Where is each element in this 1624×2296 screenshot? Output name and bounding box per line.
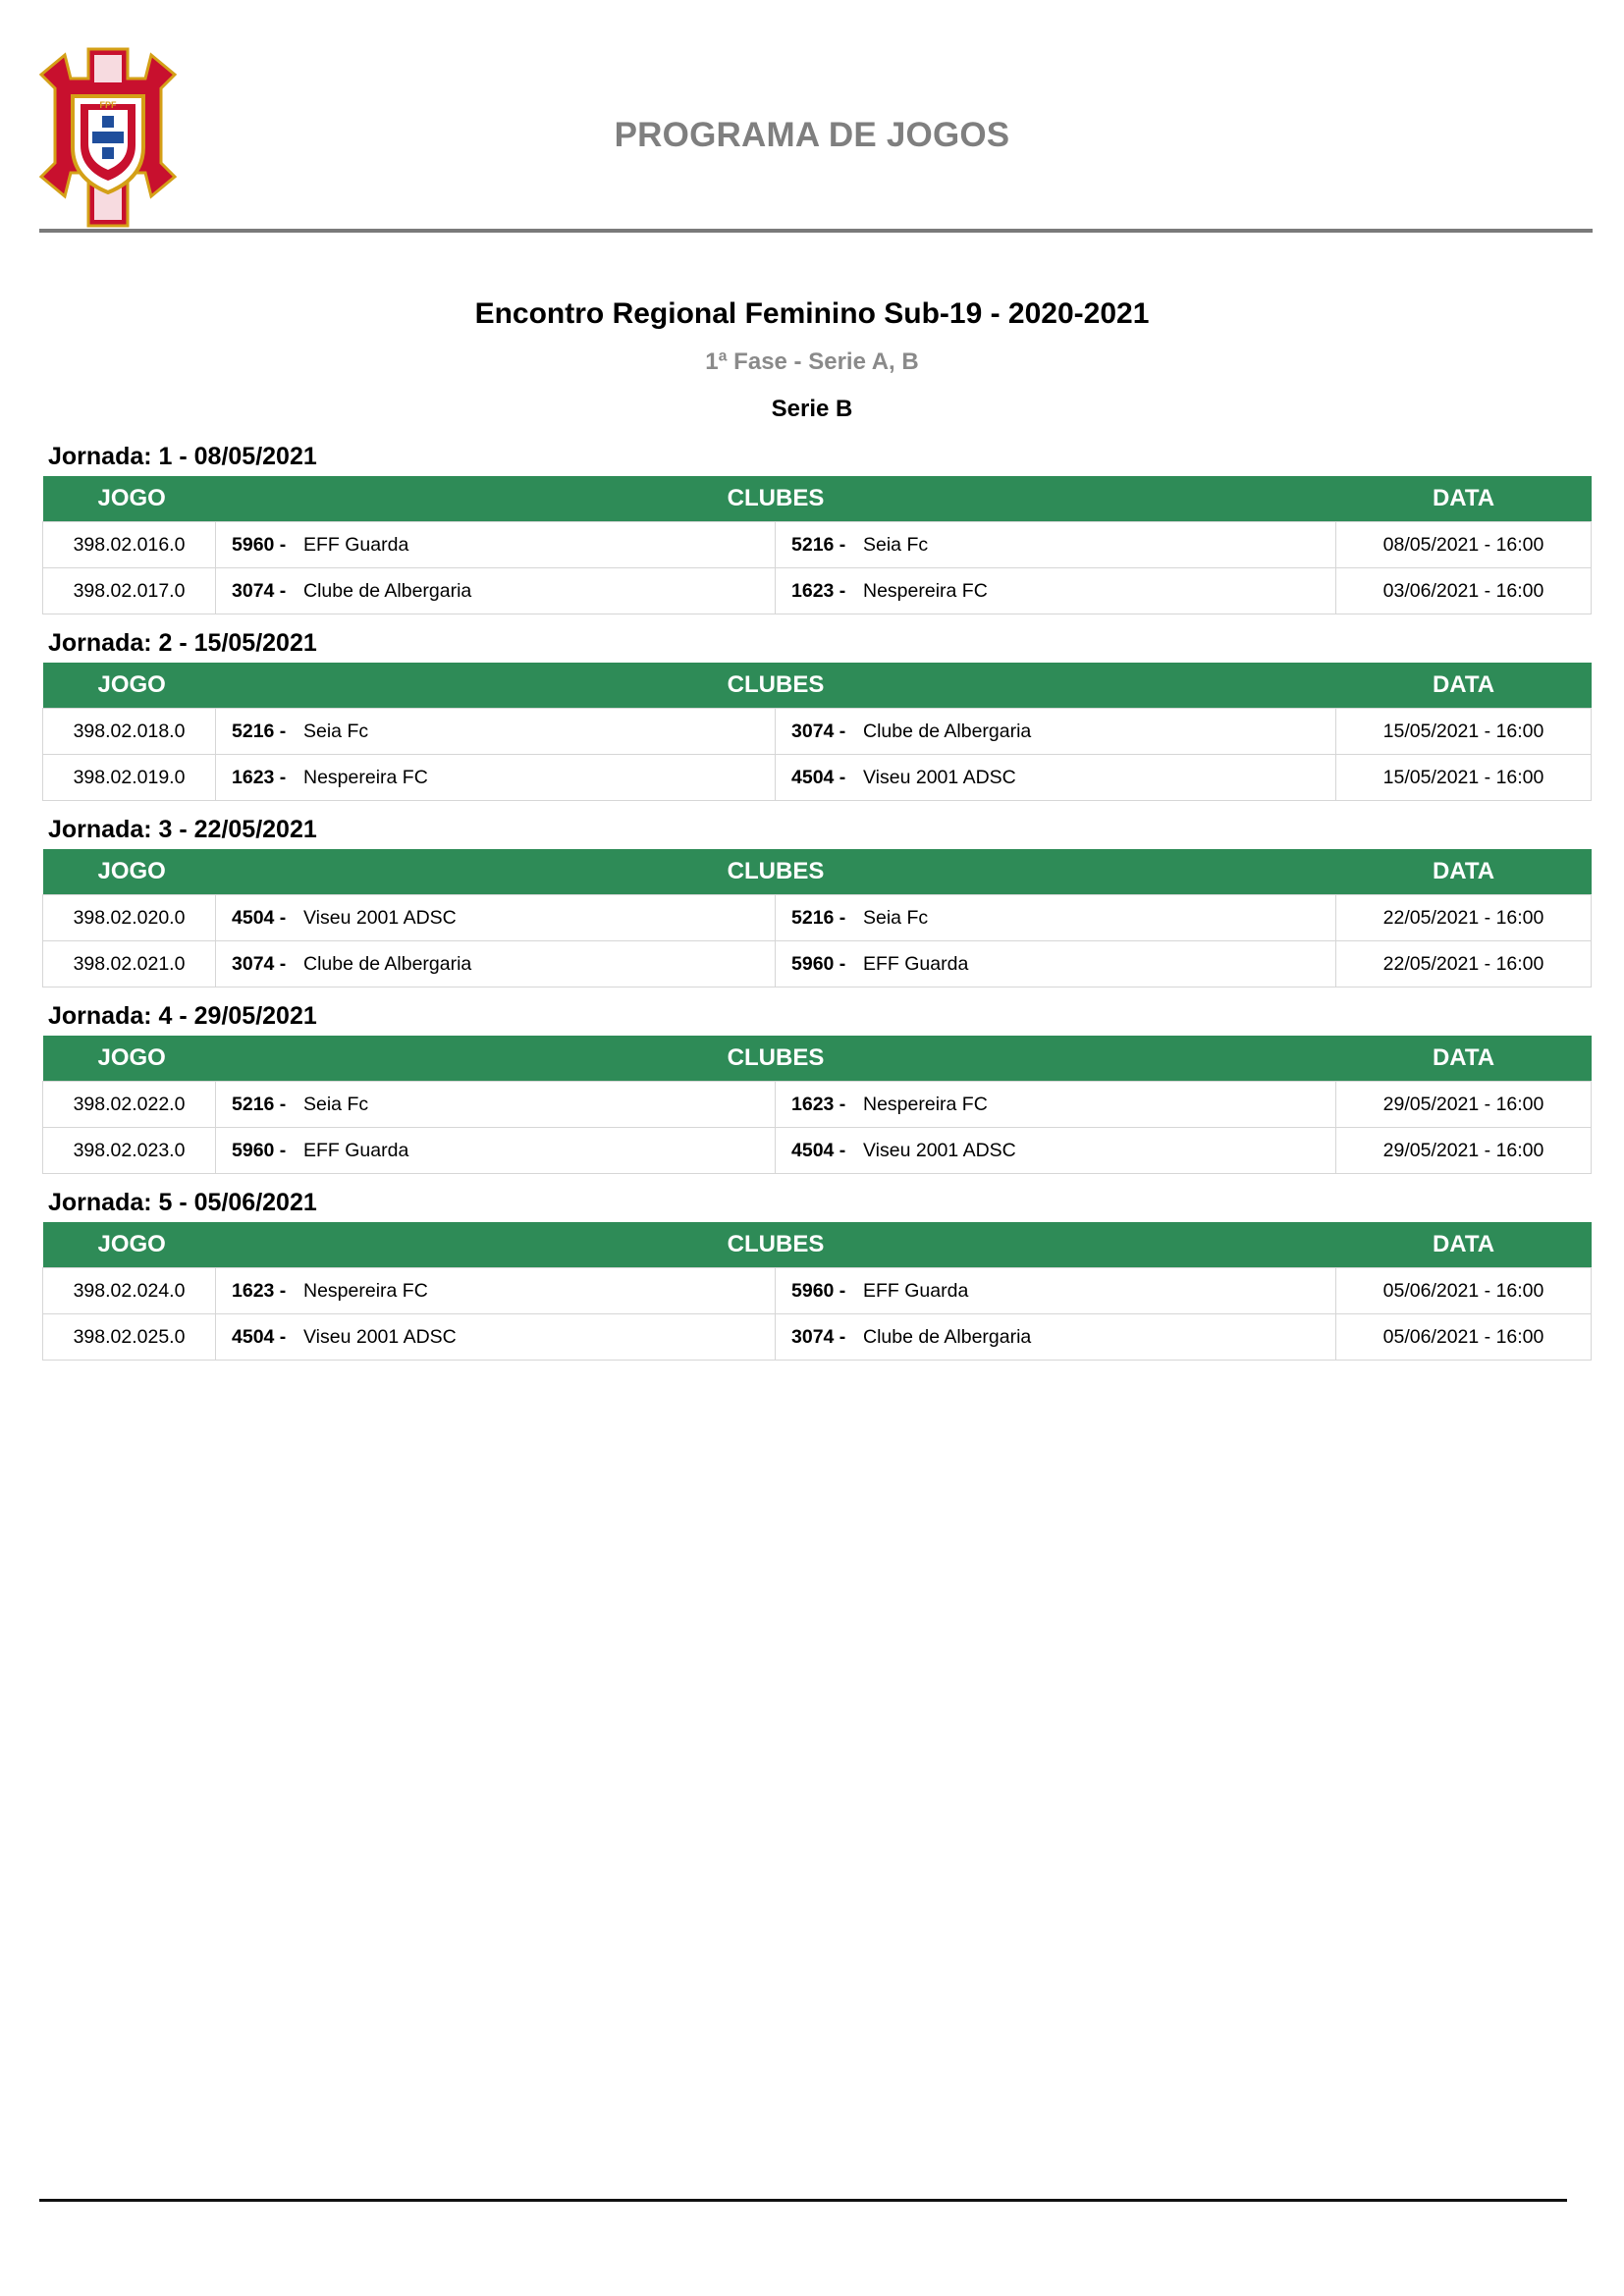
home-club-name: Viseu 2001 ADSC bbox=[303, 1325, 457, 1348]
home-club-name: Viseu 2001 ADSC bbox=[303, 906, 457, 929]
game-id: 398.02.018.0 bbox=[43, 709, 216, 755]
game-date: 05/06/2021 - 16:00 bbox=[1336, 1314, 1592, 1361]
home-club-code: 5960 - bbox=[232, 1139, 287, 1161]
home-club-name: EFF Guarda bbox=[303, 1139, 409, 1161]
home-club-code: 1623 - bbox=[232, 1279, 287, 1302]
home-club bbox=[216, 941, 776, 988]
game-id: 398.02.025.0 bbox=[43, 1314, 216, 1361]
away-club bbox=[776, 522, 1336, 568]
col-header-clubes: CLUBES bbox=[216, 1222, 1336, 1268]
away-club-name: EFF Guarda bbox=[863, 1279, 969, 1302]
round-title: Jornada: 5 - 05/06/2021 bbox=[48, 1189, 317, 1216]
round-section bbox=[42, 435, 1591, 621]
game-date: 15/05/2021 - 16:00 bbox=[1336, 755, 1592, 801]
home-club-code: 3074 - bbox=[232, 952, 287, 975]
games-table bbox=[42, 1222, 1592, 1361]
home-club bbox=[216, 1082, 776, 1128]
round-title: Jornada: 3 - 22/05/2021 bbox=[48, 816, 317, 843]
away-club-name: Viseu 2001 ADSC bbox=[863, 1139, 1016, 1161]
col-header-data: DATA bbox=[1336, 476, 1592, 522]
home-club-code: 5960 - bbox=[232, 533, 287, 556]
col-header-clubes: CLUBES bbox=[216, 1036, 1336, 1082]
table-row bbox=[43, 755, 1592, 801]
serie-label: Serie B bbox=[771, 396, 853, 422]
competition-title: Encontro Regional Feminino Sub-19 - 2020-2021 bbox=[474, 297, 1150, 330]
away-club bbox=[776, 709, 1336, 755]
table-row bbox=[43, 1268, 1592, 1314]
table-row bbox=[43, 1128, 1592, 1174]
game-date: 22/05/2021 - 16:00 bbox=[1336, 941, 1592, 988]
col-header-clubes: CLUBES bbox=[216, 663, 1336, 709]
game-id: 398.02.022.0 bbox=[43, 1082, 216, 1128]
round-section bbox=[42, 994, 1591, 1181]
away-club bbox=[776, 1268, 1336, 1314]
games-table bbox=[42, 1036, 1592, 1174]
away-club-name: Nespereira FC bbox=[863, 1093, 988, 1115]
table-row bbox=[43, 1082, 1592, 1128]
away-club-name: Clube de Albergaria bbox=[863, 1325, 1032, 1348]
col-header-jogo: JOGO bbox=[43, 476, 216, 522]
home-club-name: Nespereira FC bbox=[303, 1279, 428, 1302]
home-club-code: 4504 - bbox=[232, 1325, 287, 1348]
game-id: 398.02.019.0 bbox=[43, 755, 216, 801]
game-date: 08/05/2021 - 16:00 bbox=[1336, 522, 1592, 568]
away-club bbox=[776, 1082, 1336, 1128]
away-club-code: 5960 - bbox=[791, 1279, 846, 1302]
game-date: 29/05/2021 - 16:00 bbox=[1336, 1128, 1592, 1174]
home-club-name: Seia Fc bbox=[303, 720, 369, 742]
rounds-container bbox=[42, 435, 1591, 1367]
home-club-name: Clube de Albergaria bbox=[303, 579, 472, 602]
away-club-code: 1623 - bbox=[791, 1093, 846, 1115]
away-club-code: 5216 - bbox=[791, 906, 846, 929]
table-row bbox=[43, 568, 1592, 614]
away-club bbox=[776, 1128, 1336, 1174]
away-club-code: 3074 - bbox=[791, 1325, 846, 1348]
col-header-jogo: JOGO bbox=[43, 1036, 216, 1082]
header-divider bbox=[39, 229, 1593, 233]
home-club-code: 3074 - bbox=[232, 579, 287, 602]
away-club-code: 4504 - bbox=[791, 766, 846, 788]
home-club bbox=[216, 895, 776, 941]
round-title: Jornada: 2 - 15/05/2021 bbox=[48, 629, 317, 657]
games-table bbox=[42, 849, 1592, 988]
away-club-code: 4504 - bbox=[791, 1139, 846, 1161]
home-club-code: 1623 - bbox=[232, 766, 287, 788]
games-table bbox=[42, 663, 1592, 801]
table-header-row bbox=[43, 849, 1592, 895]
table-header-row bbox=[43, 663, 1592, 709]
game-id: 398.02.017.0 bbox=[43, 568, 216, 614]
game-date: 05/06/2021 - 16:00 bbox=[1336, 1268, 1592, 1314]
home-club-code: 5216 - bbox=[232, 1093, 287, 1115]
col-header-jogo: JOGO bbox=[43, 663, 216, 709]
game-id: 398.02.016.0 bbox=[43, 522, 216, 568]
away-club bbox=[776, 755, 1336, 801]
game-id: 398.02.023.0 bbox=[43, 1128, 216, 1174]
home-club-name: Clube de Albergaria bbox=[303, 952, 472, 975]
round-title: Jornada: 1 - 08/05/2021 bbox=[48, 443, 317, 470]
away-club-name: Seia Fc bbox=[863, 906, 929, 929]
col-header-clubes: CLUBES bbox=[216, 476, 1336, 522]
away-club bbox=[776, 1314, 1336, 1361]
col-header-jogo: JOGO bbox=[43, 849, 216, 895]
col-header-clubes: CLUBES bbox=[216, 849, 1336, 895]
page-title: PROGRAMA DE JOGOS bbox=[614, 116, 1010, 154]
game-id: 398.02.024.0 bbox=[43, 1268, 216, 1314]
footer-divider bbox=[39, 2199, 1567, 2202]
home-club-code: 4504 - bbox=[232, 906, 287, 929]
away-club bbox=[776, 568, 1336, 614]
home-club bbox=[216, 1314, 776, 1361]
round-title: Jornada: 4 - 29/05/2021 bbox=[48, 1002, 317, 1030]
svg-text:FPF: FPF bbox=[99, 100, 117, 110]
away-club-name: Seia Fc bbox=[863, 533, 929, 556]
col-header-data: DATA bbox=[1336, 849, 1592, 895]
away-club-name: Clube de Albergaria bbox=[863, 720, 1032, 742]
table-row bbox=[43, 709, 1592, 755]
away-club-code: 3074 - bbox=[791, 720, 846, 742]
table-row bbox=[43, 895, 1592, 941]
away-club-name: EFF Guarda bbox=[863, 952, 969, 975]
table-header-row bbox=[43, 1036, 1592, 1082]
game-id: 398.02.020.0 bbox=[43, 895, 216, 941]
game-date: 29/05/2021 - 16:00 bbox=[1336, 1082, 1592, 1128]
home-club bbox=[216, 1268, 776, 1314]
home-club bbox=[216, 755, 776, 801]
table-row bbox=[43, 522, 1592, 568]
home-club-name: EFF Guarda bbox=[303, 533, 409, 556]
home-club-code: 5216 - bbox=[232, 720, 287, 742]
away-club bbox=[776, 941, 1336, 988]
home-club bbox=[216, 522, 776, 568]
away-club-code: 1623 - bbox=[791, 579, 846, 602]
away-club bbox=[776, 895, 1336, 941]
away-club-name: Viseu 2001 ADSC bbox=[863, 766, 1016, 788]
game-date: 15/05/2021 - 16:00 bbox=[1336, 709, 1592, 755]
col-header-data: DATA bbox=[1336, 663, 1592, 709]
games-table bbox=[42, 476, 1592, 614]
phase-subtitle: 1ª Fase - Serie A, B bbox=[705, 348, 919, 375]
col-header-jogo: JOGO bbox=[43, 1222, 216, 1268]
game-date: 22/05/2021 - 16:00 bbox=[1336, 895, 1592, 941]
home-club bbox=[216, 709, 776, 755]
col-header-data: DATA bbox=[1336, 1036, 1592, 1082]
away-club-name: Nespereira FC bbox=[863, 579, 988, 602]
home-club-name: Nespereira FC bbox=[303, 766, 428, 788]
home-club bbox=[216, 568, 776, 614]
round-section bbox=[42, 621, 1591, 808]
home-club-name: Seia Fc bbox=[303, 1093, 369, 1115]
col-header-data: DATA bbox=[1336, 1222, 1592, 1268]
table-row bbox=[43, 941, 1592, 988]
game-date: 03/06/2021 - 16:00 bbox=[1336, 568, 1592, 614]
table-row bbox=[43, 1314, 1592, 1361]
table-header-row bbox=[43, 476, 1592, 522]
game-id: 398.02.021.0 bbox=[43, 941, 216, 988]
round-section bbox=[42, 808, 1591, 994]
table-header-row bbox=[43, 1222, 1592, 1268]
home-club bbox=[216, 1128, 776, 1174]
away-club-code: 5960 - bbox=[791, 952, 846, 975]
round-section bbox=[42, 1181, 1591, 1367]
away-club-code: 5216 - bbox=[791, 533, 846, 556]
